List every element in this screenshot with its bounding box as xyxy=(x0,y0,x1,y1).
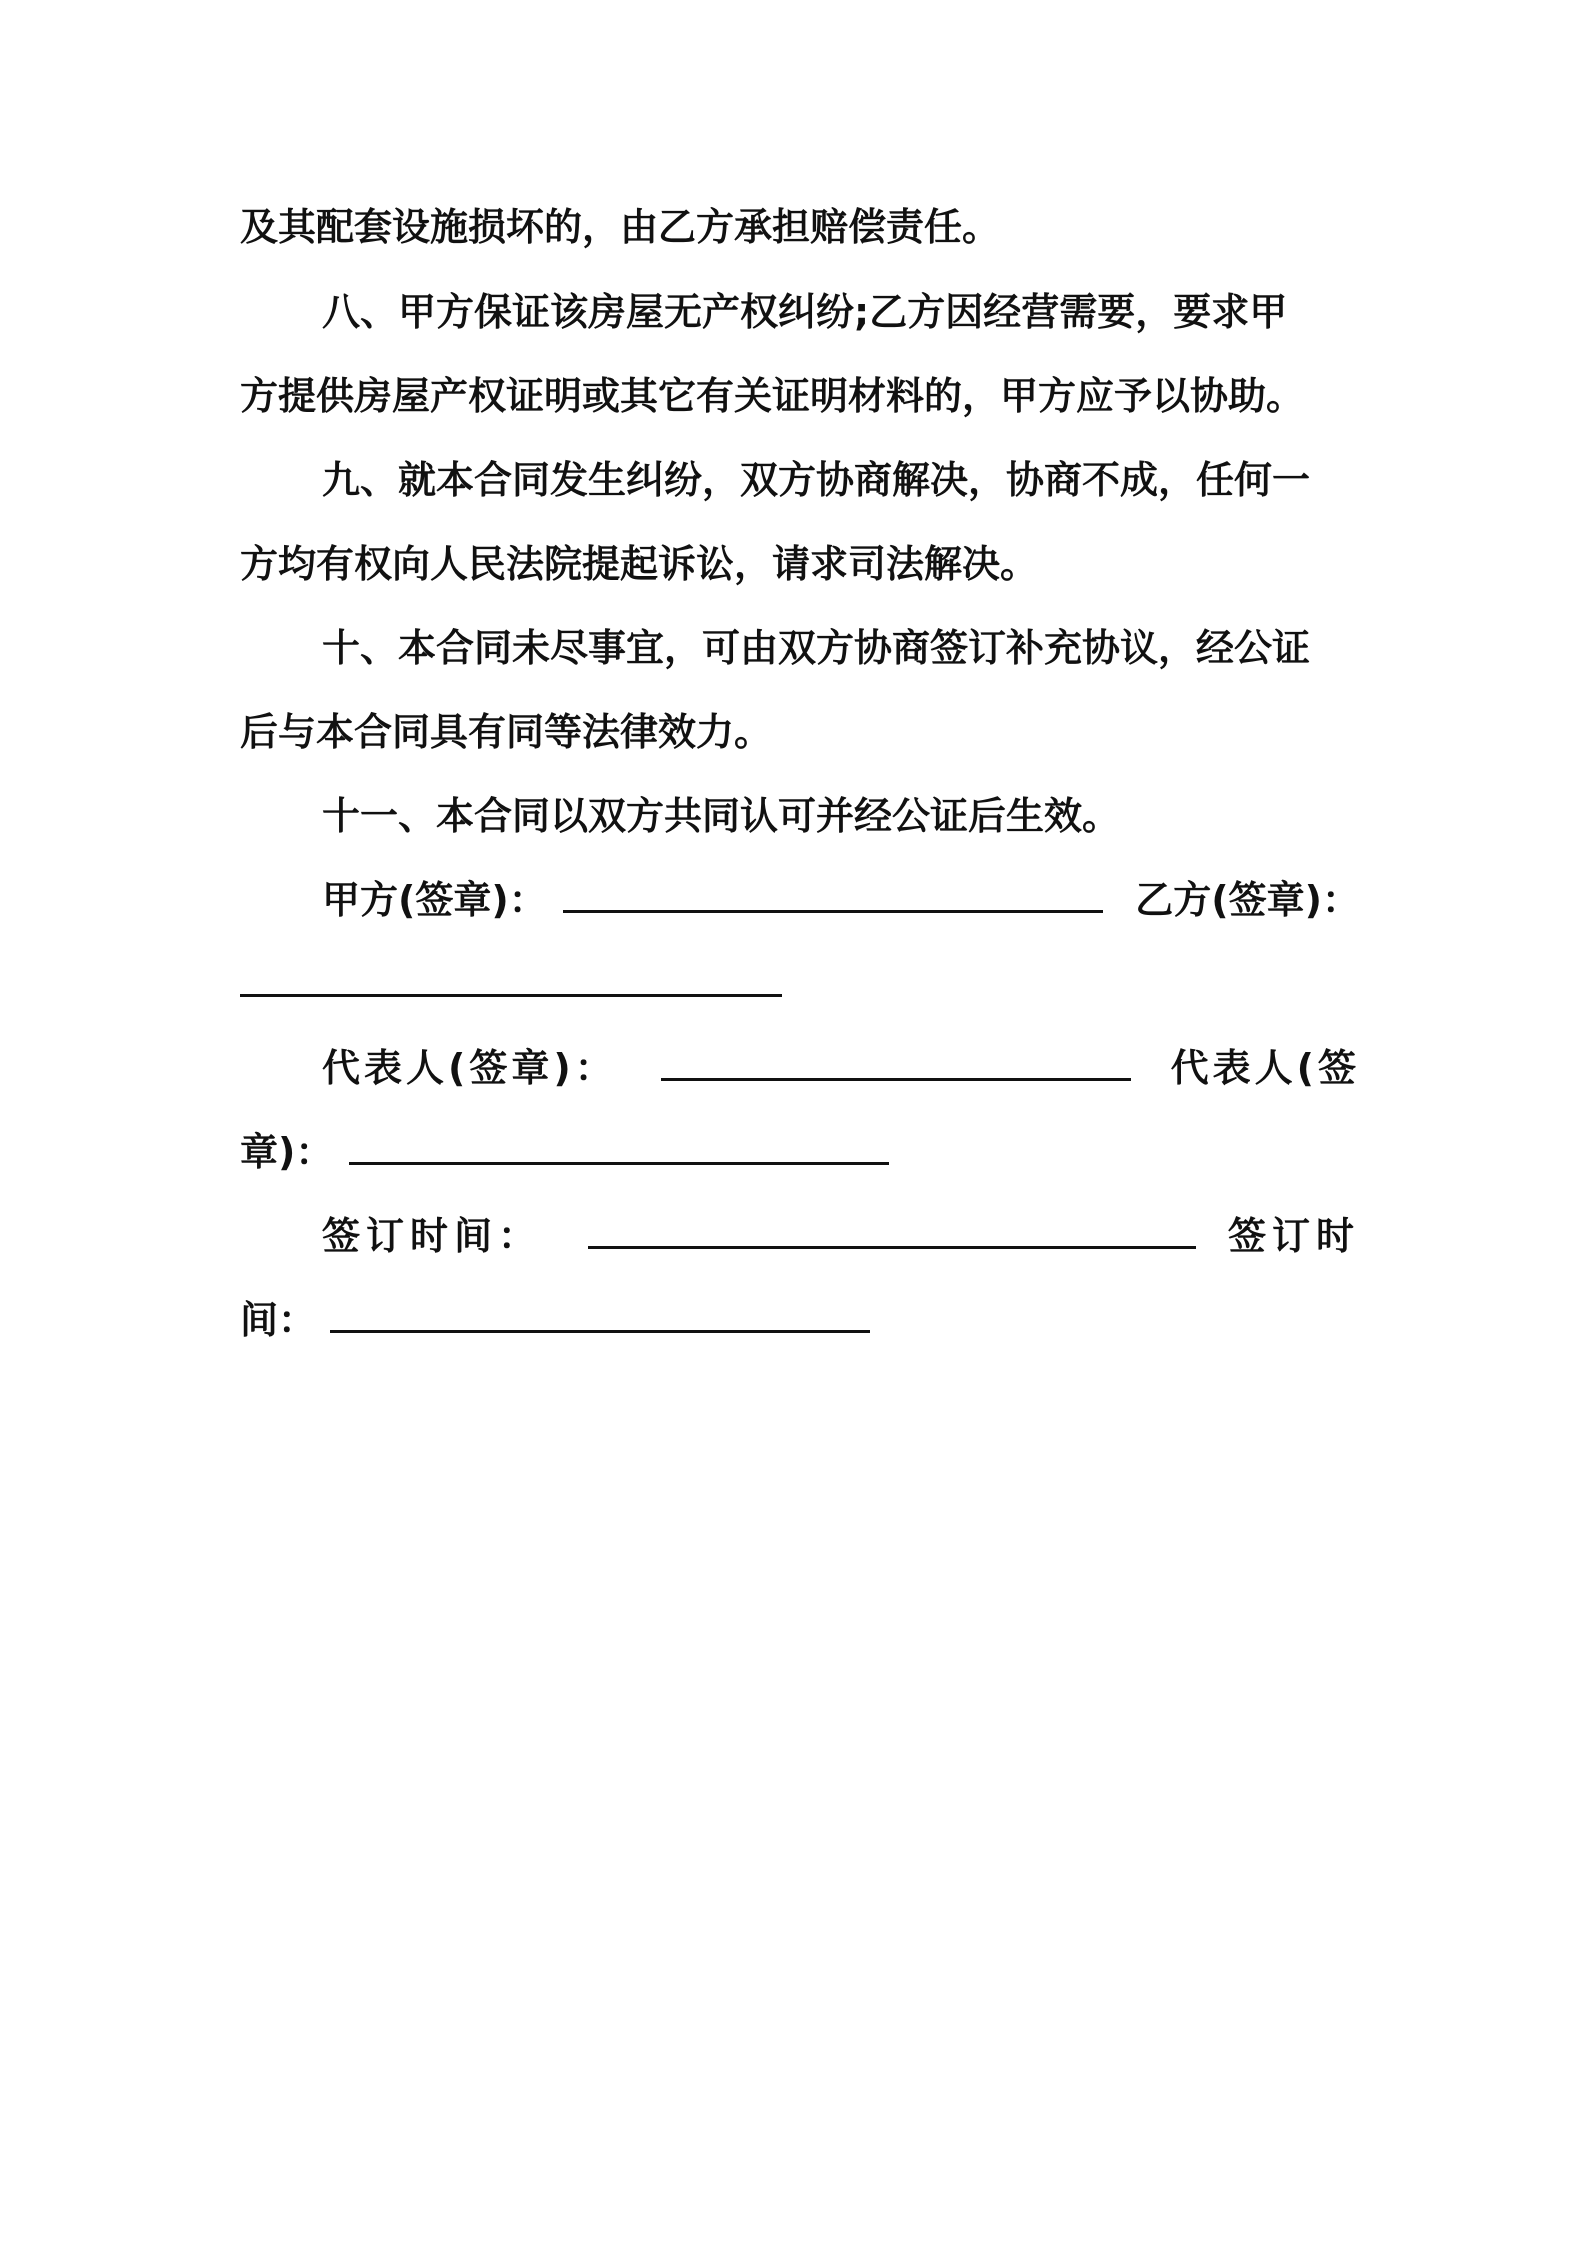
clause-8-line-2: 方提供房屋产权证明或其它有关证明材料的，甲方应予以协助。 xyxy=(240,374,1305,418)
date-a-signature xyxy=(322,1212,1196,1260)
clause-9-line-2: 方均有权向人民法院提起诉讼，请求司法解决。 xyxy=(240,542,1039,586)
rep-a-signature xyxy=(322,1044,1131,1092)
rep-b-signature-row xyxy=(240,1128,1360,1176)
date-b-blank[interactable] xyxy=(330,1300,870,1333)
clause-8-line-1: 八、甲方保证该房屋无产权纠纷;乙方因经营需要，要求甲 xyxy=(322,290,1288,334)
date-a-label: 签订时间： xyxy=(322,1214,543,1258)
party-a-signature xyxy=(322,876,1103,924)
clause-10-line-1: 十、本合同未尽事宜，可由双方协商签订补充协议，经公证 xyxy=(322,626,1311,670)
date-b-label: 签订时 xyxy=(1227,1214,1360,1258)
signature-row-parties xyxy=(322,876,1360,924)
clause-9-line-1: 九、就本合同发生纠纷，双方协商解决，协商不成，任何一 xyxy=(322,458,1311,502)
clause-10-line-2: 后与本合同具有同等法律效力。 xyxy=(240,710,773,754)
signature-row-representatives xyxy=(322,1044,1360,1092)
rep-b-label: 代表人(签 xyxy=(1170,1046,1360,1090)
rep-b-signature-blank[interactable] xyxy=(349,1132,889,1165)
party-a-signature-blank[interactable] xyxy=(563,880,1103,913)
clause-11: 十一、本合同以双方共同认可并经公证后生效。 xyxy=(322,794,1121,838)
party-b-label: 乙方(签章)： xyxy=(1135,878,1360,922)
date-a-blank[interactable] xyxy=(588,1216,1196,1249)
paragraph-7-continuation: 及其配套设施损坏的，由乙方承担赔偿责任。 xyxy=(240,205,1001,249)
rep-b-label-continued: 章)： xyxy=(240,1130,334,1174)
date-b-row xyxy=(240,1296,1360,1344)
party-b-signature-blank[interactable] xyxy=(240,964,782,997)
party-b-signature-row xyxy=(240,960,1360,1008)
party-a-label: 甲方(签章)： xyxy=(322,878,547,922)
rep-a-label: 代表人(签章)： xyxy=(322,1046,617,1090)
rep-a-signature-blank[interactable] xyxy=(661,1048,1131,1081)
signature-row-dates xyxy=(322,1212,1360,1260)
date-b-label-continued: 间： xyxy=(240,1298,317,1342)
